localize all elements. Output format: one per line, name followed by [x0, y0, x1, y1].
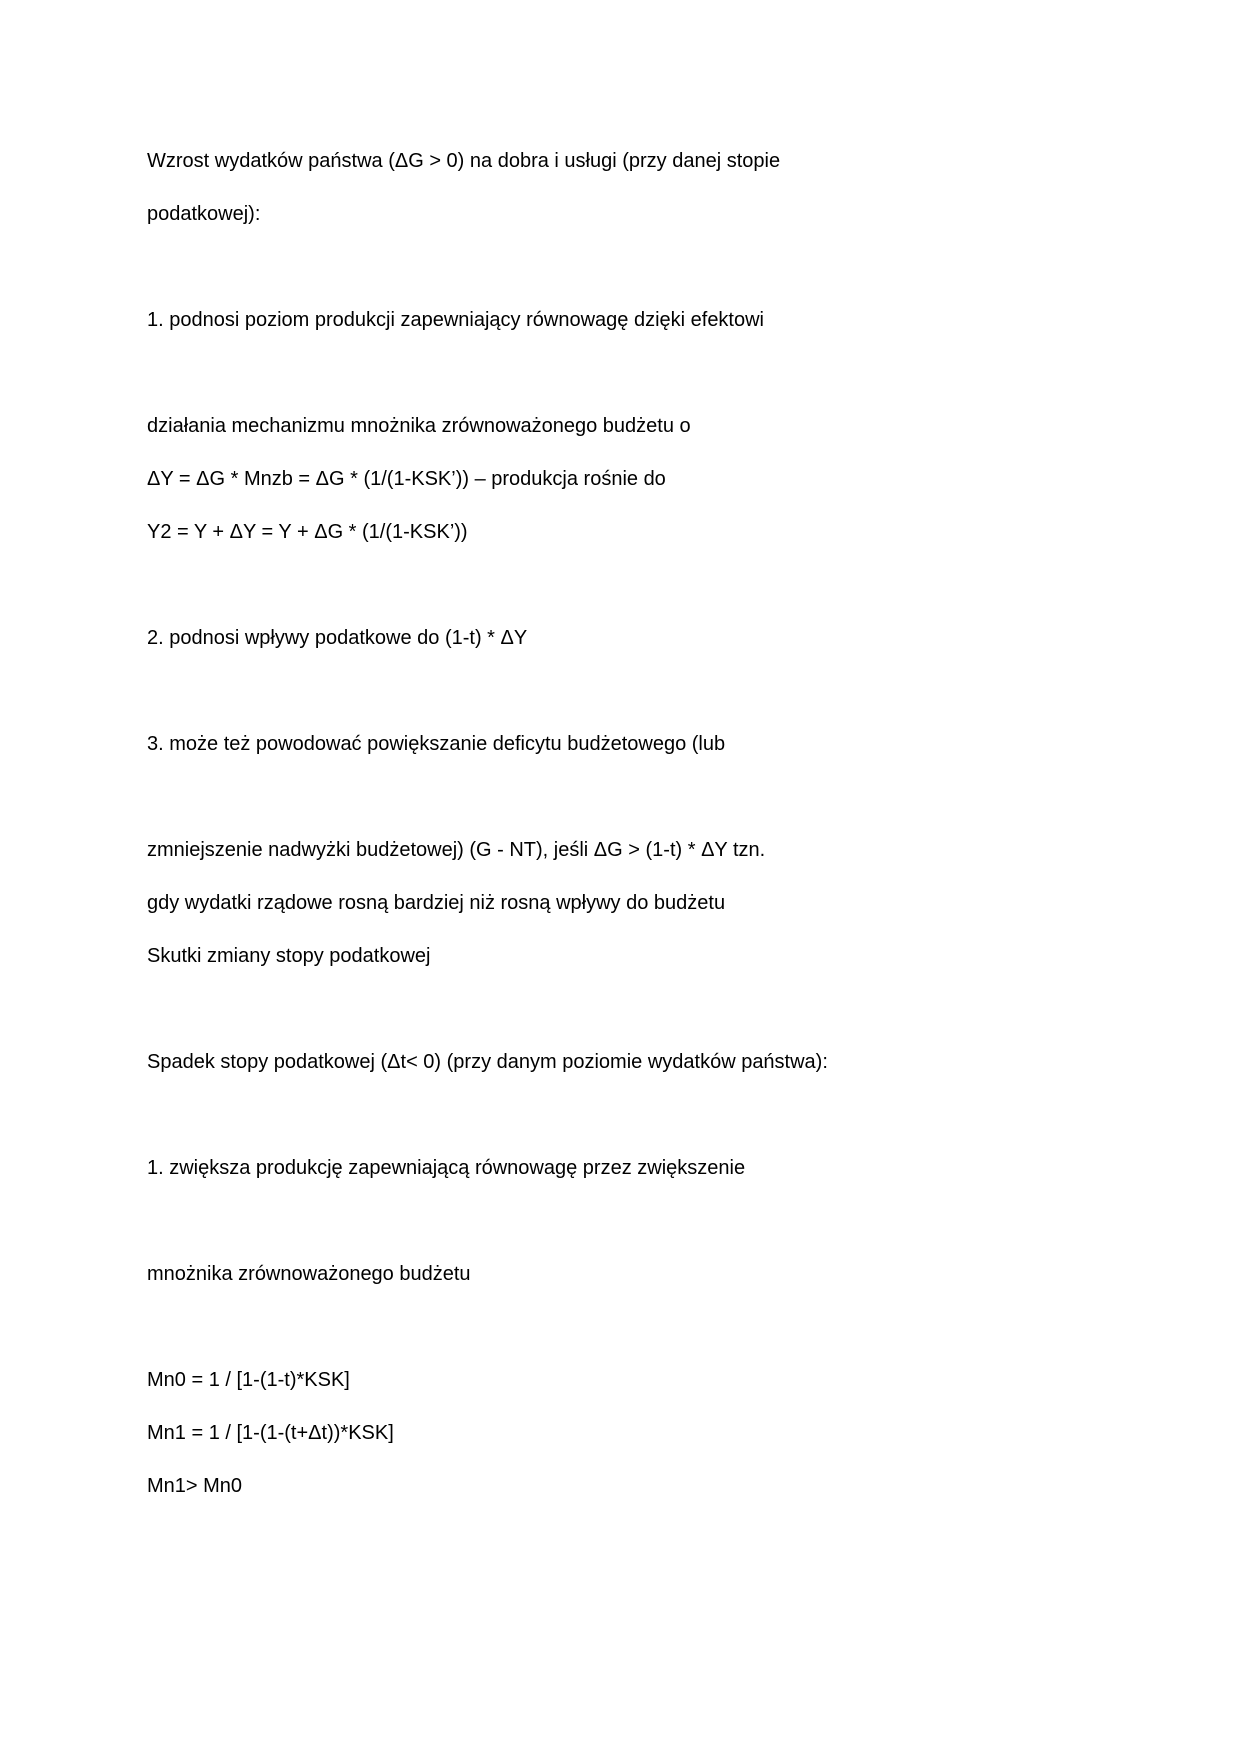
- text-line-7: 2. podnosi wpływy podatkowe do (1-t) * ΔY: [147, 627, 528, 649]
- formula-mn0: Mn0 = 1 / [1-(1-t)*KSK]: [147, 1369, 350, 1391]
- text-line-5: ΔY = ΔG * Mnzb = ΔG * (1/(1-KSK’)) – produkcja rośnie do: [147, 468, 666, 490]
- formula-mn1: Mn1 = 1 / [1-(1-(t+Δt))*KSK]: [147, 1422, 394, 1444]
- text-line-6: Y2 = Y + ΔY = Y + ΔG * (1/(1-KSK’)): [147, 521, 468, 543]
- text-line-2: podatkowej):: [147, 203, 261, 225]
- text-line-12: Spadek stopy podatkowej (Δt< 0) (przy danym poziomie wydatków państwa):: [147, 1051, 828, 1073]
- text-line-9: zmniejszenie nadwyżki budżetowej) (G - NT), jeśli ΔG > (1-t) * ΔY tzn.: [147, 839, 766, 861]
- text-line-3: 1. podnosi poziom produkcji zapewniający równowagę dzięki efektowi: [147, 309, 765, 331]
- text-line-1: Wzrost wydatków państwa (ΔG > 0) na dobra i usługi (przy danej stopie: [147, 150, 781, 172]
- text-line-14: mnożnika zrównoważonego budżetu: [147, 1263, 471, 1285]
- text-line-13: 1. zwiększa produkcję zapewniającą równowagę przez zwiększenie: [147, 1157, 746, 1179]
- text-line-4: działania mechanizmu mnożnika zrównoważonego budżetu o: [147, 415, 691, 437]
- text-line-10: gdy wydatki rządowe rosną bardziej niż rosną wpływy do budżetu: [147, 892, 726, 914]
- text-line-8: 3. może też powodować powiększanie deficytu budżetowego (lub: [147, 733, 726, 755]
- section-heading: Skutki zmiany stopy podatkowej: [147, 945, 431, 967]
- formula-comparison: Mn1> Mn0: [147, 1475, 243, 1497]
